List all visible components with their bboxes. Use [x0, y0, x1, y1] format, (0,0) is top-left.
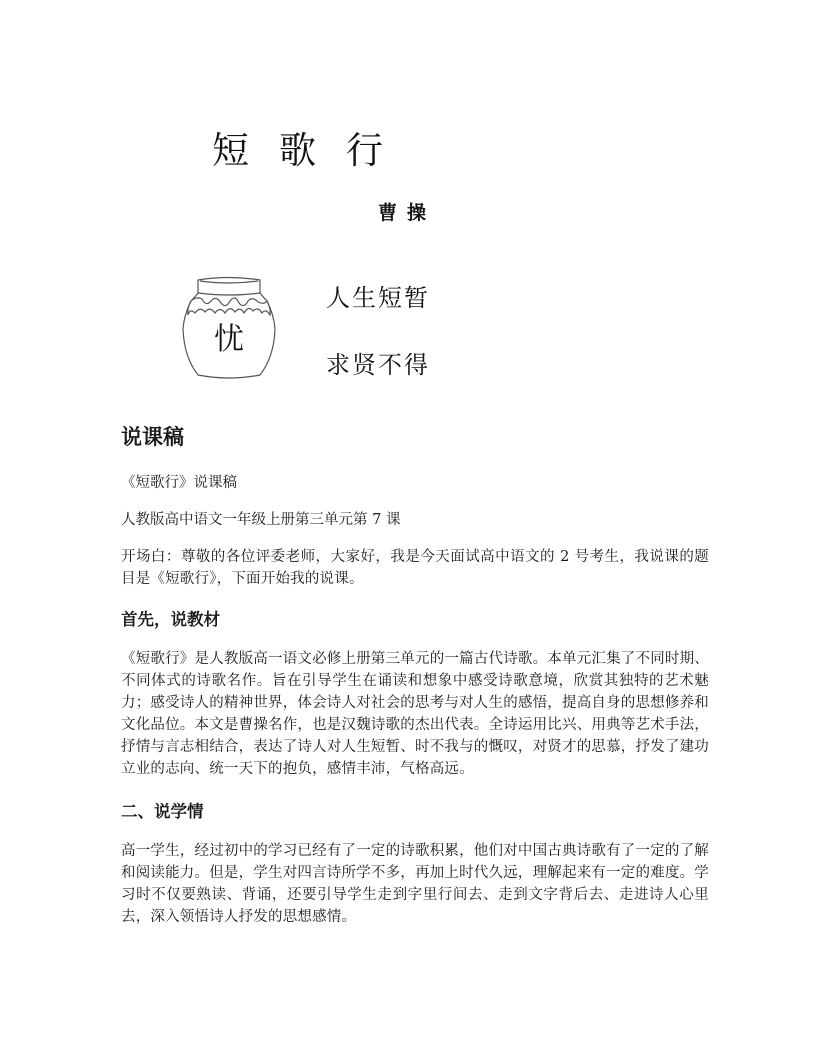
section-title: 说课稿 — [121, 425, 184, 449]
motto-line-2: 求贤不得 — [326, 351, 430, 379]
opening-remarks: 开场白：尊敬的各位评委老师，大家好，我是今天面试高中语文的 2 号考生，我说课的题目是《短歌行》，下面开始我的说课。 — [121, 549, 709, 587]
poem-title: 短歌行 — [212, 129, 413, 172]
poem-author: 曹操 — [378, 202, 437, 224]
jar-character: 忧 — [214, 322, 244, 357]
document-subtitle: 《短歌行》说课稿 — [121, 475, 237, 491]
section-heading-textbook: 首先，说教材 — [121, 610, 220, 629]
lesson-info: 人教版高中语文一年级上册第三单元第 7 课 — [121, 512, 401, 528]
section-text-textbook: 《短歌行》是人教版高一语文必修上册第三单元的一篇古代诗歌。本单元汇集了不同时期、不同体式的诗歌名作。旨在引导学生在诵读和想象中感受诗歌意境，欣赏其独特的艺术魅力；感受诗人的精神世界，体会诗人对社会的思考与对人生的感悟，提高自身的思想修养和文化品位。本文是曹操名作，也是汉魏诗歌的杰出代表。全诗运用比兴、用典等艺术手法，抒情与言志相结合，表达了诗人对人生短暂、时不我与的慨叹，对贤才的思慕，抒发了建功立业的志向、统一天下的抱负，感情丰沛，气格高远。 — [121, 651, 709, 777]
section-text-students: 高一学生，经过初中的学习已经有了一定的诗歌积累，他们对中国古典诗歌有了一定的了解和阅读能力。但是，学生对四言诗所学不多，再加上时代久远，理解起来有一定的难度。学习时不仅要熟读、背诵，还要引导学生走到字里行间去、走到文字背后去、走进诗人心里去，深入领悟诗人抒发的思想感情。 — [121, 843, 709, 925]
document-body — [121, 420, 709, 928]
motto-line-1: 人生短暂 — [326, 284, 430, 312]
section-heading-students: 二、说学情 — [121, 802, 204, 821]
